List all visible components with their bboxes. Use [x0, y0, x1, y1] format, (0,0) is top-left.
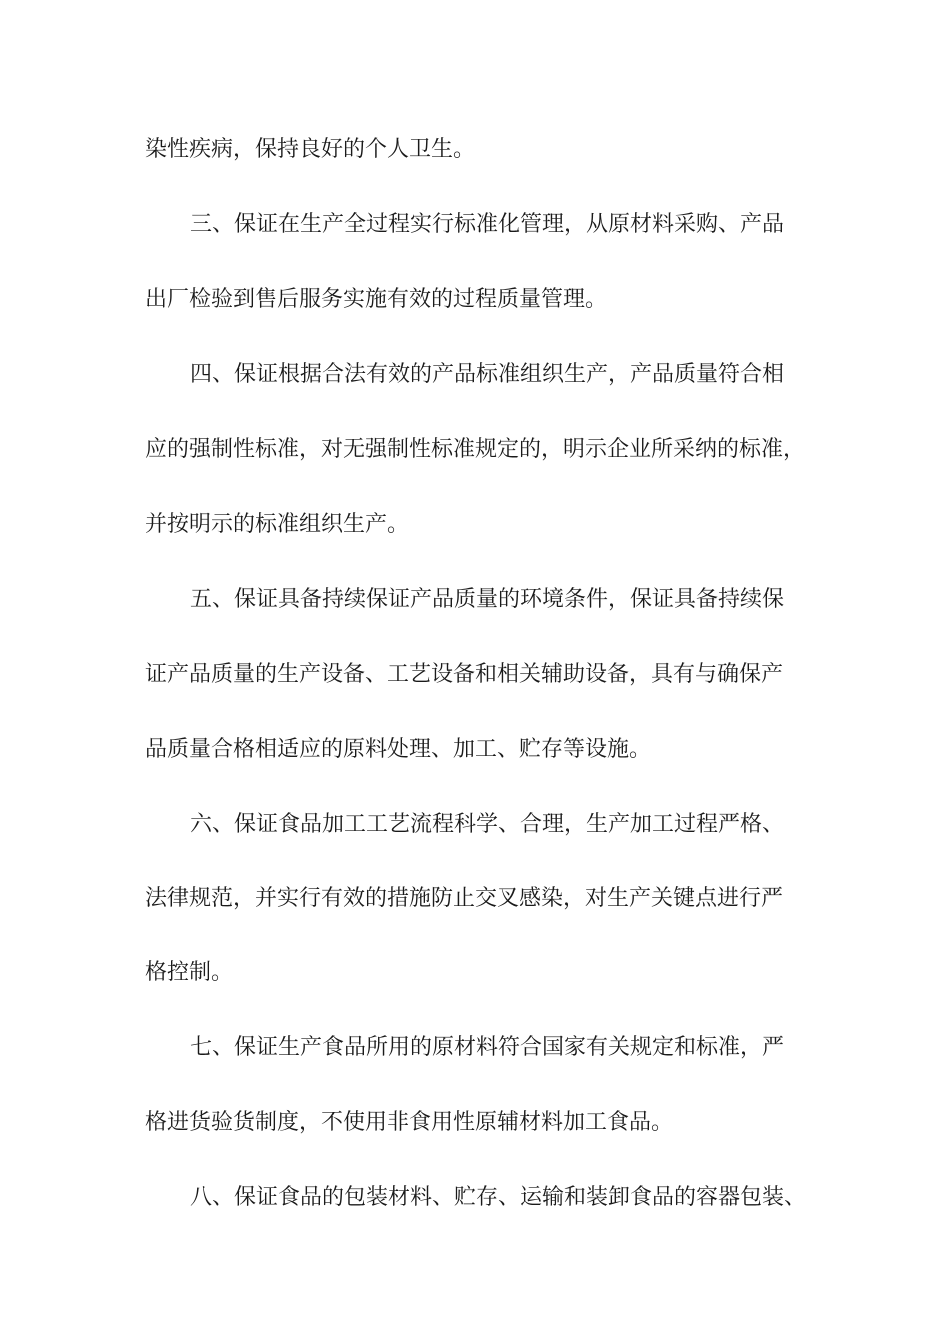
text-line: 格进货验货制度，不使用非食用性原辅材料加工食品。: [145, 1110, 674, 1135]
text-line: 并按明示的标准组织生产。: [145, 512, 410, 537]
text-line: 染性疾病，保持良好的个人卫生。: [145, 137, 476, 162]
text-line: 七、保证生产食品所用的原材料符合国家有关规定和标准，严: [190, 1035, 785, 1060]
text-line: 八、保证食品的包装材料、贮存、运输和装卸食品的容器包装、: [190, 1185, 807, 1210]
text-line: 品质量合格相适应的原料处理、加工、贮存等设施。: [145, 737, 652, 762]
text-line: 法律规范，并实行有效的措施防止交叉感染，对生产关键点进行严: [145, 886, 784, 911]
text-line: 六、保证食品加工工艺流程科学、合理，生产加工过程严格、: [190, 812, 785, 837]
text-line: 出厂检验到售后服务实施有效的过程质量管理。: [145, 287, 608, 312]
text-line: 三、保证在生产全过程实行标准化管理，从原材料采购、产品: [190, 212, 785, 237]
text-line: 应的强制性标准，对无强制性标准规定的，明示企业所采纳的标准，: [145, 437, 806, 462]
text-line: 四、保证根据合法有效的产品标准组织生产，产品质量符合相: [190, 362, 785, 387]
text-line: 格控制。: [145, 960, 234, 985]
text-line: 证产品质量的生产设备、工艺设备和相关辅助设备，具有与确保产: [145, 662, 784, 687]
text-line: 五、保证具备持续保证产品质量的环境条件，保证具备持续保: [190, 587, 785, 612]
